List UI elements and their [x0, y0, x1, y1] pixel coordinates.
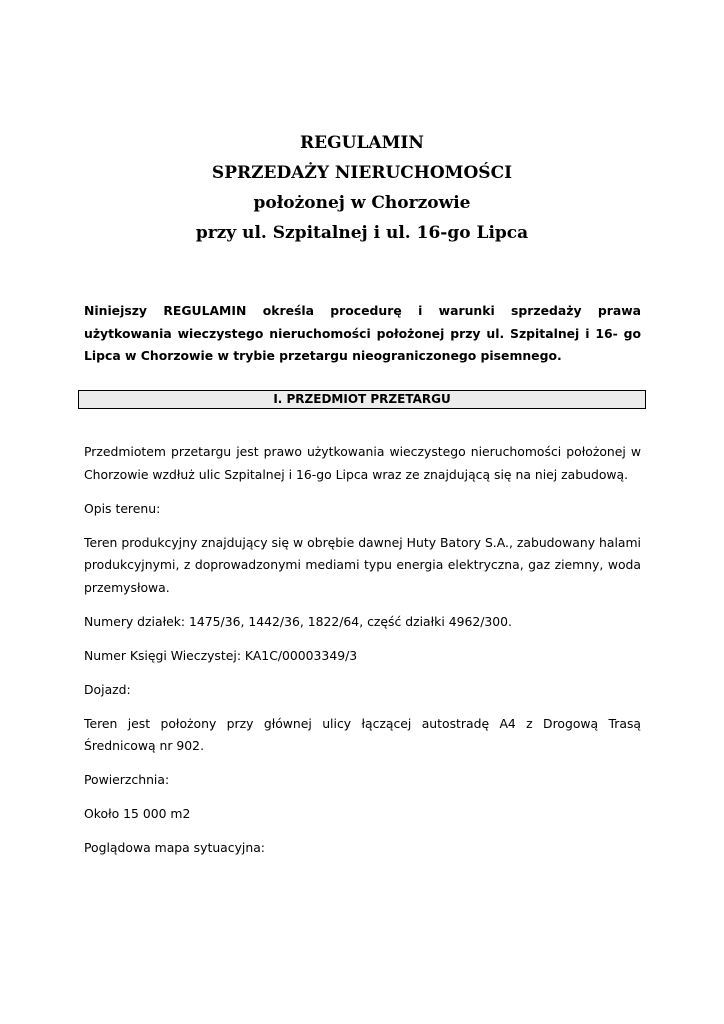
paragraph-access-label: Dojazd: [84, 681, 131, 697]
paragraph-area-value: Około 15 000 m2 [84, 806, 191, 821]
paragraph-area-label: Powierzchnia: [84, 772, 170, 787]
intro-paragraph: Niniejszy REGULAMIN określa procedurę i warunki sprzedaży prawa użytkowania wieczystego nieruchomości położonej przy ul. Szpitalnej i 16- go Lipca w Chorzowie w trybie przetargu nieograniczonego pisemnego. [84, 303, 641, 363]
section-heading: I. PRZEDMIOT PRZETARGU [78, 390, 646, 409]
title-line-3: położonej w Chorzowie [253, 193, 471, 213]
paragraph-plot-numbers: Numery działek: 1475/36, 1442/36, 1822/64, część działki 4962/300. [84, 613, 512, 629]
paragraph-land-register: Numer Księgi Wieczystej: KA1C/00003349/3 [84, 647, 358, 663]
title-line-2: SPRZEDAŻY NIERUCHOMOŚCI [211, 163, 513, 183]
paragraph-terrain-description: Teren produkcyjny znajdujący się w obrębie dawnej Huty Batory S.A., zabudowany halami produkcyjnymi, z doprowadzonymi mediami typu energia elektryczna, gaz ziemny, woda przemysłowa. [84, 534, 641, 595]
paragraph-terrain-label: Opis terenu: [84, 500, 161, 516]
paragraph-map-label: Poglądowa mapa sytuacyjna: [84, 840, 265, 855]
document-title [0, 128, 724, 248]
paragraph-subject: Przedmiotem przetargu jest prawo użytkowania wieczystego nieruchomości położonej w Chorzowie wzdłuż ulic Szpitalnej i 16-go Lipca wraz ze znajdującą się na niej zabudową. [84, 444, 641, 482]
section-body [84, 441, 641, 871]
title-line-1: REGULAMIN [300, 133, 424, 153]
paragraph-access-description: Teren jest położony przy głównej ulicy łączącej autostradę A4 z Drogową Trasą Średnicową nr 902. [84, 715, 641, 753]
title-line-4: przy ul. Szpitalnej i ul. 16-go Lipca [195, 223, 529, 243]
